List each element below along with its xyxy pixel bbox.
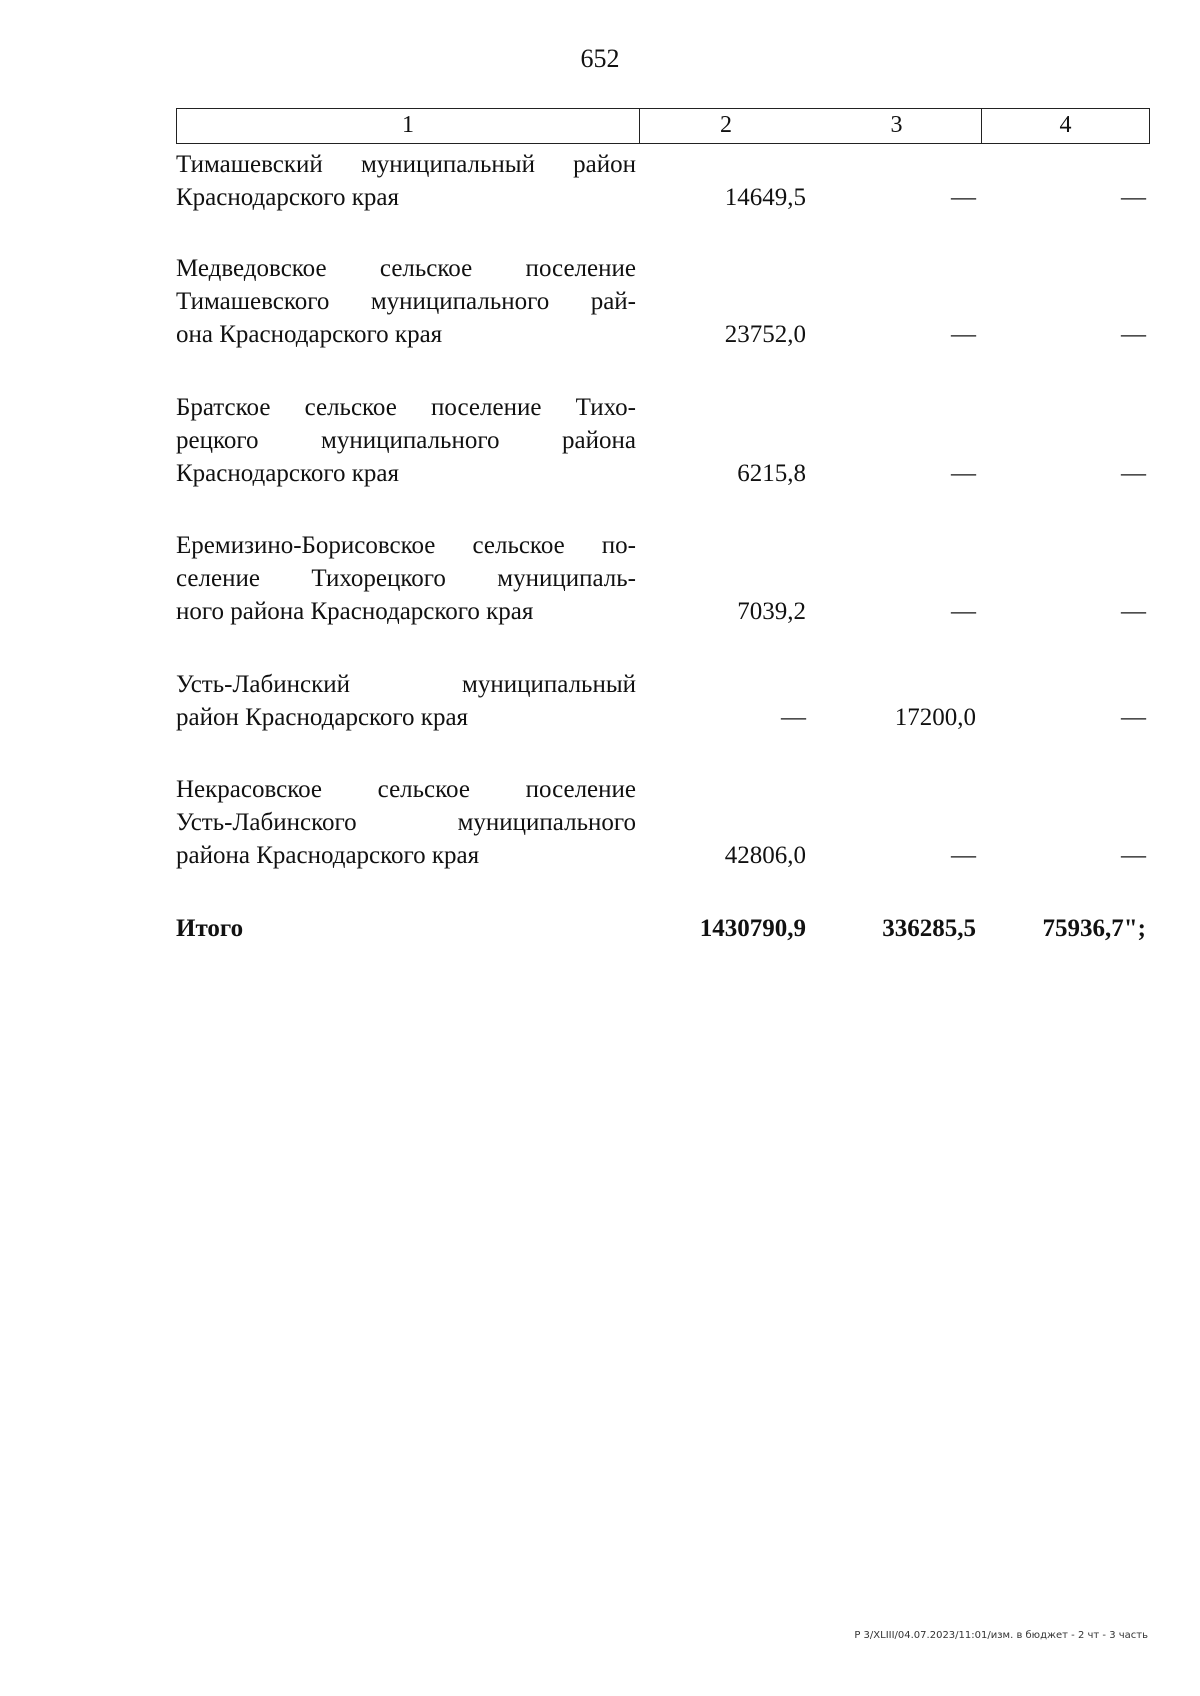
cell-col-3: 17200,0	[894, 704, 976, 731]
header-col-3: 3	[812, 109, 982, 143]
cell-col-4: —	[1121, 184, 1146, 211]
row-name-line: Усть-Лабинского муниципального	[176, 809, 636, 836]
document-footer-note: Р 3/XLIII/04.07.2023/11:01/изм. в бюджет - 2 чт - 3 часть	[854, 1630, 1148, 1641]
total-label: Итого	[176, 915, 244, 942]
row-name-line: Тимашевский муниципальный район	[176, 151, 636, 178]
cell-col-4: —	[1121, 704, 1146, 731]
row-name-line: Медведовское сельское поселение	[176, 255, 636, 282]
header-col-1: 1	[176, 109, 640, 143]
total-col-2: 1430790,9	[699, 915, 806, 942]
header-col-4: 4	[982, 109, 1150, 143]
row-name	[176, 148, 636, 214]
page-number: 652	[580, 44, 620, 73]
cell-col-2: 42806,0	[724, 842, 806, 869]
total-col-3: 336285,5	[882, 915, 976, 942]
cell-col-4: —	[1121, 598, 1146, 625]
cell-col-3: —	[951, 598, 976, 625]
row-name-line: района Краснодарского края	[176, 842, 480, 869]
row-name-line: Краснодарского края	[176, 460, 399, 487]
header-col-2: 2	[720, 112, 732, 138]
row-name-line: Усть-Лабинский муниципальный	[176, 671, 636, 698]
row-name-line: она Краснодарского края	[176, 321, 443, 348]
cell-col-2: —	[781, 704, 806, 731]
row-name	[176, 773, 636, 872]
row-name-line: селение Тихорецкого муниципаль-	[176, 565, 636, 592]
row-name	[176, 529, 636, 628]
cell-col-2: 14649,5	[724, 184, 806, 211]
table-header	[176, 108, 1150, 144]
row-name	[176, 391, 636, 490]
row-name-line: рецкого муниципального района	[176, 427, 636, 454]
row-name-line: район Краснодарского края	[176, 704, 469, 731]
total-col-4: 75936,7";	[1042, 915, 1146, 942]
cell-col-3: —	[951, 460, 976, 487]
cell-col-3: —	[951, 184, 976, 211]
row-name-line: Краснодарского края	[176, 184, 399, 211]
row-name-line: Тимашевского муниципального рай-	[176, 288, 636, 315]
cell-col-2: 7039,2	[737, 598, 806, 625]
row-name	[176, 252, 636, 351]
row-name-line: ного района Краснодарского края	[176, 598, 534, 625]
cell-col-2: 6215,8	[737, 460, 806, 487]
row-name	[176, 668, 636, 734]
row-name-line: Еремизино-Борисовское сельское по-	[176, 532, 636, 559]
row-name-line: Некрасовское сельское поселение	[176, 776, 636, 803]
cell-col-4: —	[1121, 460, 1146, 487]
cell-col-3: —	[951, 842, 976, 869]
cell-col-2: 23752,0	[724, 321, 806, 348]
cell-col-4: —	[1121, 842, 1146, 869]
row-name-line: Братское сельское поселение Тихо-	[176, 394, 636, 421]
cell-col-3: —	[951, 321, 976, 348]
cell-col-4: —	[1121, 321, 1146, 348]
